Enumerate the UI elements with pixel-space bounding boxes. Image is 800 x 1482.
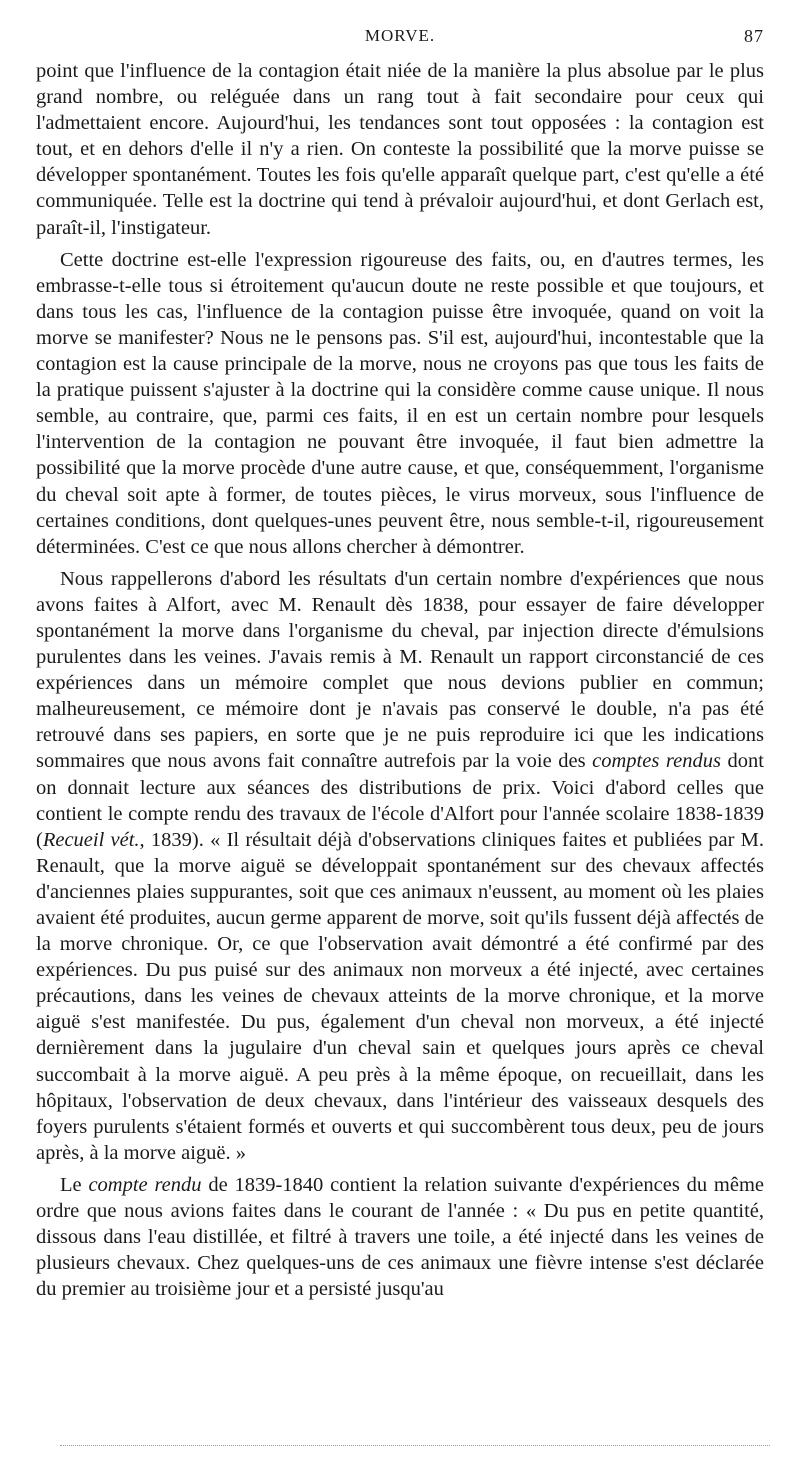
bottom-dotted-rule (60, 1445, 770, 1446)
paragraph-3 (36, 566, 764, 1166)
paragraph-3-part-3: , 1839). « Il résultait déjà d'observations cliniques faites et publiées par M. Renault, que la morve aiguë se développait spontanément sur des chevaux affectés d'anciennes plaies suppurantes, soit que ces animaux n'eussent, au moment où les plaies avaient été produites, aucun germe apparent de morve, soit qu'ils fussent déjà affectés de la morve chronique. Or, ce que l'observation avait démontré a été confirmé par des expériences. Du pus puisé sur des animaux non morveux a été injecté, avec certaines précautions, dans les veines de chevaux atteints de la morve chronique, et la morve aiguë s'est manifestée. Du pus, également d'un cheval non morveux, a été injecté dernièrement dans la jugulaire d'un cheval sain et quelques jours après ce cheval succombait à la morve aiguë. A peu près à la même époque, on recueillait, dans les hôpitaux, l'observation de deux chevaux, dans l'intérieur des vaisseaux desquels des foyers purulents s'étaient formés et ouverts et qui succombèrent tous deux, peu de jours après, à la morve aiguë. » (36, 828, 764, 1164)
italic-comptes-rendus: comptes rendus (592, 750, 721, 773)
paragraph-3-part-2: dont on donnait lecture aux séances des distributions de prix. Voici d'abord celles que contient le compte rendu des travaux de l'école d'Alfort pour l'année scolaire 1838-1839 ( (36, 750, 764, 851)
running-head (36, 26, 764, 50)
italic-recueil-vet: Recueil vét. (42, 828, 140, 851)
paragraph-1: point que l'influence de la contagion était niée de la manière la plus absolue par le plus grand nombre, ou reléguée dans un rang tout à fait secondaire pour ceux qui l'admettaient encore. Aujourd'hui, les tendances sont tout opposées : la contagion est tout, et en dehors d'elle il n'y a rien. On conteste la possibilité que la morve puisse se développer spontanément. Toutes les fois qu'elle apparaît quelque part, c'est qu'elle a été communiquée. Telle est la doctrine qui tend à prévaloir aujourd'hui, et dont Gerlach est, paraît-il, l'instigateur. (36, 60, 764, 239)
document-page (36, 26, 764, 1308)
paragraph-3-part-1: Nous rappellerons d'abord les résultats d'un certain nombre d'expériences que nous avons faites à Alfort, avec M. Renault dès 1838, pour essayer de faire développer spontanément la morve dans l'organisme du cheval, par injection directe d'émulsions purulentes dans les veines. J'avais remis à M. Renault un rapport circonstancié de ces expériences dans un mémoire complet que nous devions publier en commun; malheureusement, ce mémoire dont je n'avais pas conservé le double, n'a pas été retrouvé dans ses papiers, en sorte que je ne puis reproduire ici que les indications sommaires que nous avons fait connaître autrefois par la voie des (36, 567, 764, 773)
paragraph-4-lead: Le (60, 1173, 89, 1196)
paragraph-4 (36, 1172, 764, 1302)
body-text (36, 58, 764, 1302)
running-title: MORVE. (364, 26, 436, 45)
paragraph-2: Cette doctrine est-elle l'expression rigoureuse des faits, ou, en d'autres termes, les embrasse-t-elle tous si étroitement qu'aucun doute ne reste possible et que toujours, et dans tous les cas, l'influence de la contagion puisse être invoquée, quand on voit la morve se manifester? Nous ne le pensons pas. S'il est, aujourd'hui, incontestable que la contagion est la cause principale de la morve, nous ne croyons pas que tous les faits de la pratique puissent s'ajuster à la doctrine qui la considère comme cause unique. Il nous semble, au contraire, que, parmi ces faits, il en est un certain nombre pour lesquels l'intervention de la contagion ne pouvant être invoquée, il faut bien admettre la possibilité que la morve procède d'une autre cause, et que, conséquemment, l'organisme du cheval soit apte à former, de toutes pièces, le virus morveux, sous l'influence de certaines conditions, dont quelques-unes peuvent être, nous semble-t-il, rigoureusement déterminées. C'est ce que nous allons chercher à démontrer. (36, 248, 764, 558)
italic-compte-rendu: compte rendu (88, 1173, 202, 1196)
page-number: 87 (744, 26, 764, 46)
paragraph-4-rest: de 1839-1840 contient la relation suivante d'expériences du même ordre que nous avions faites dans le courant de l'année : « Du pus en petite quantité, dissous dans l'eau distillée, et filtré à travers une toile, a été injecté dans les veines de plusieurs chevaux. Chez quelques-uns de ces animaux une fièvre intense s'est déclarée du premier au troisième jour et a persisté jusqu'au (36, 1173, 764, 1301)
